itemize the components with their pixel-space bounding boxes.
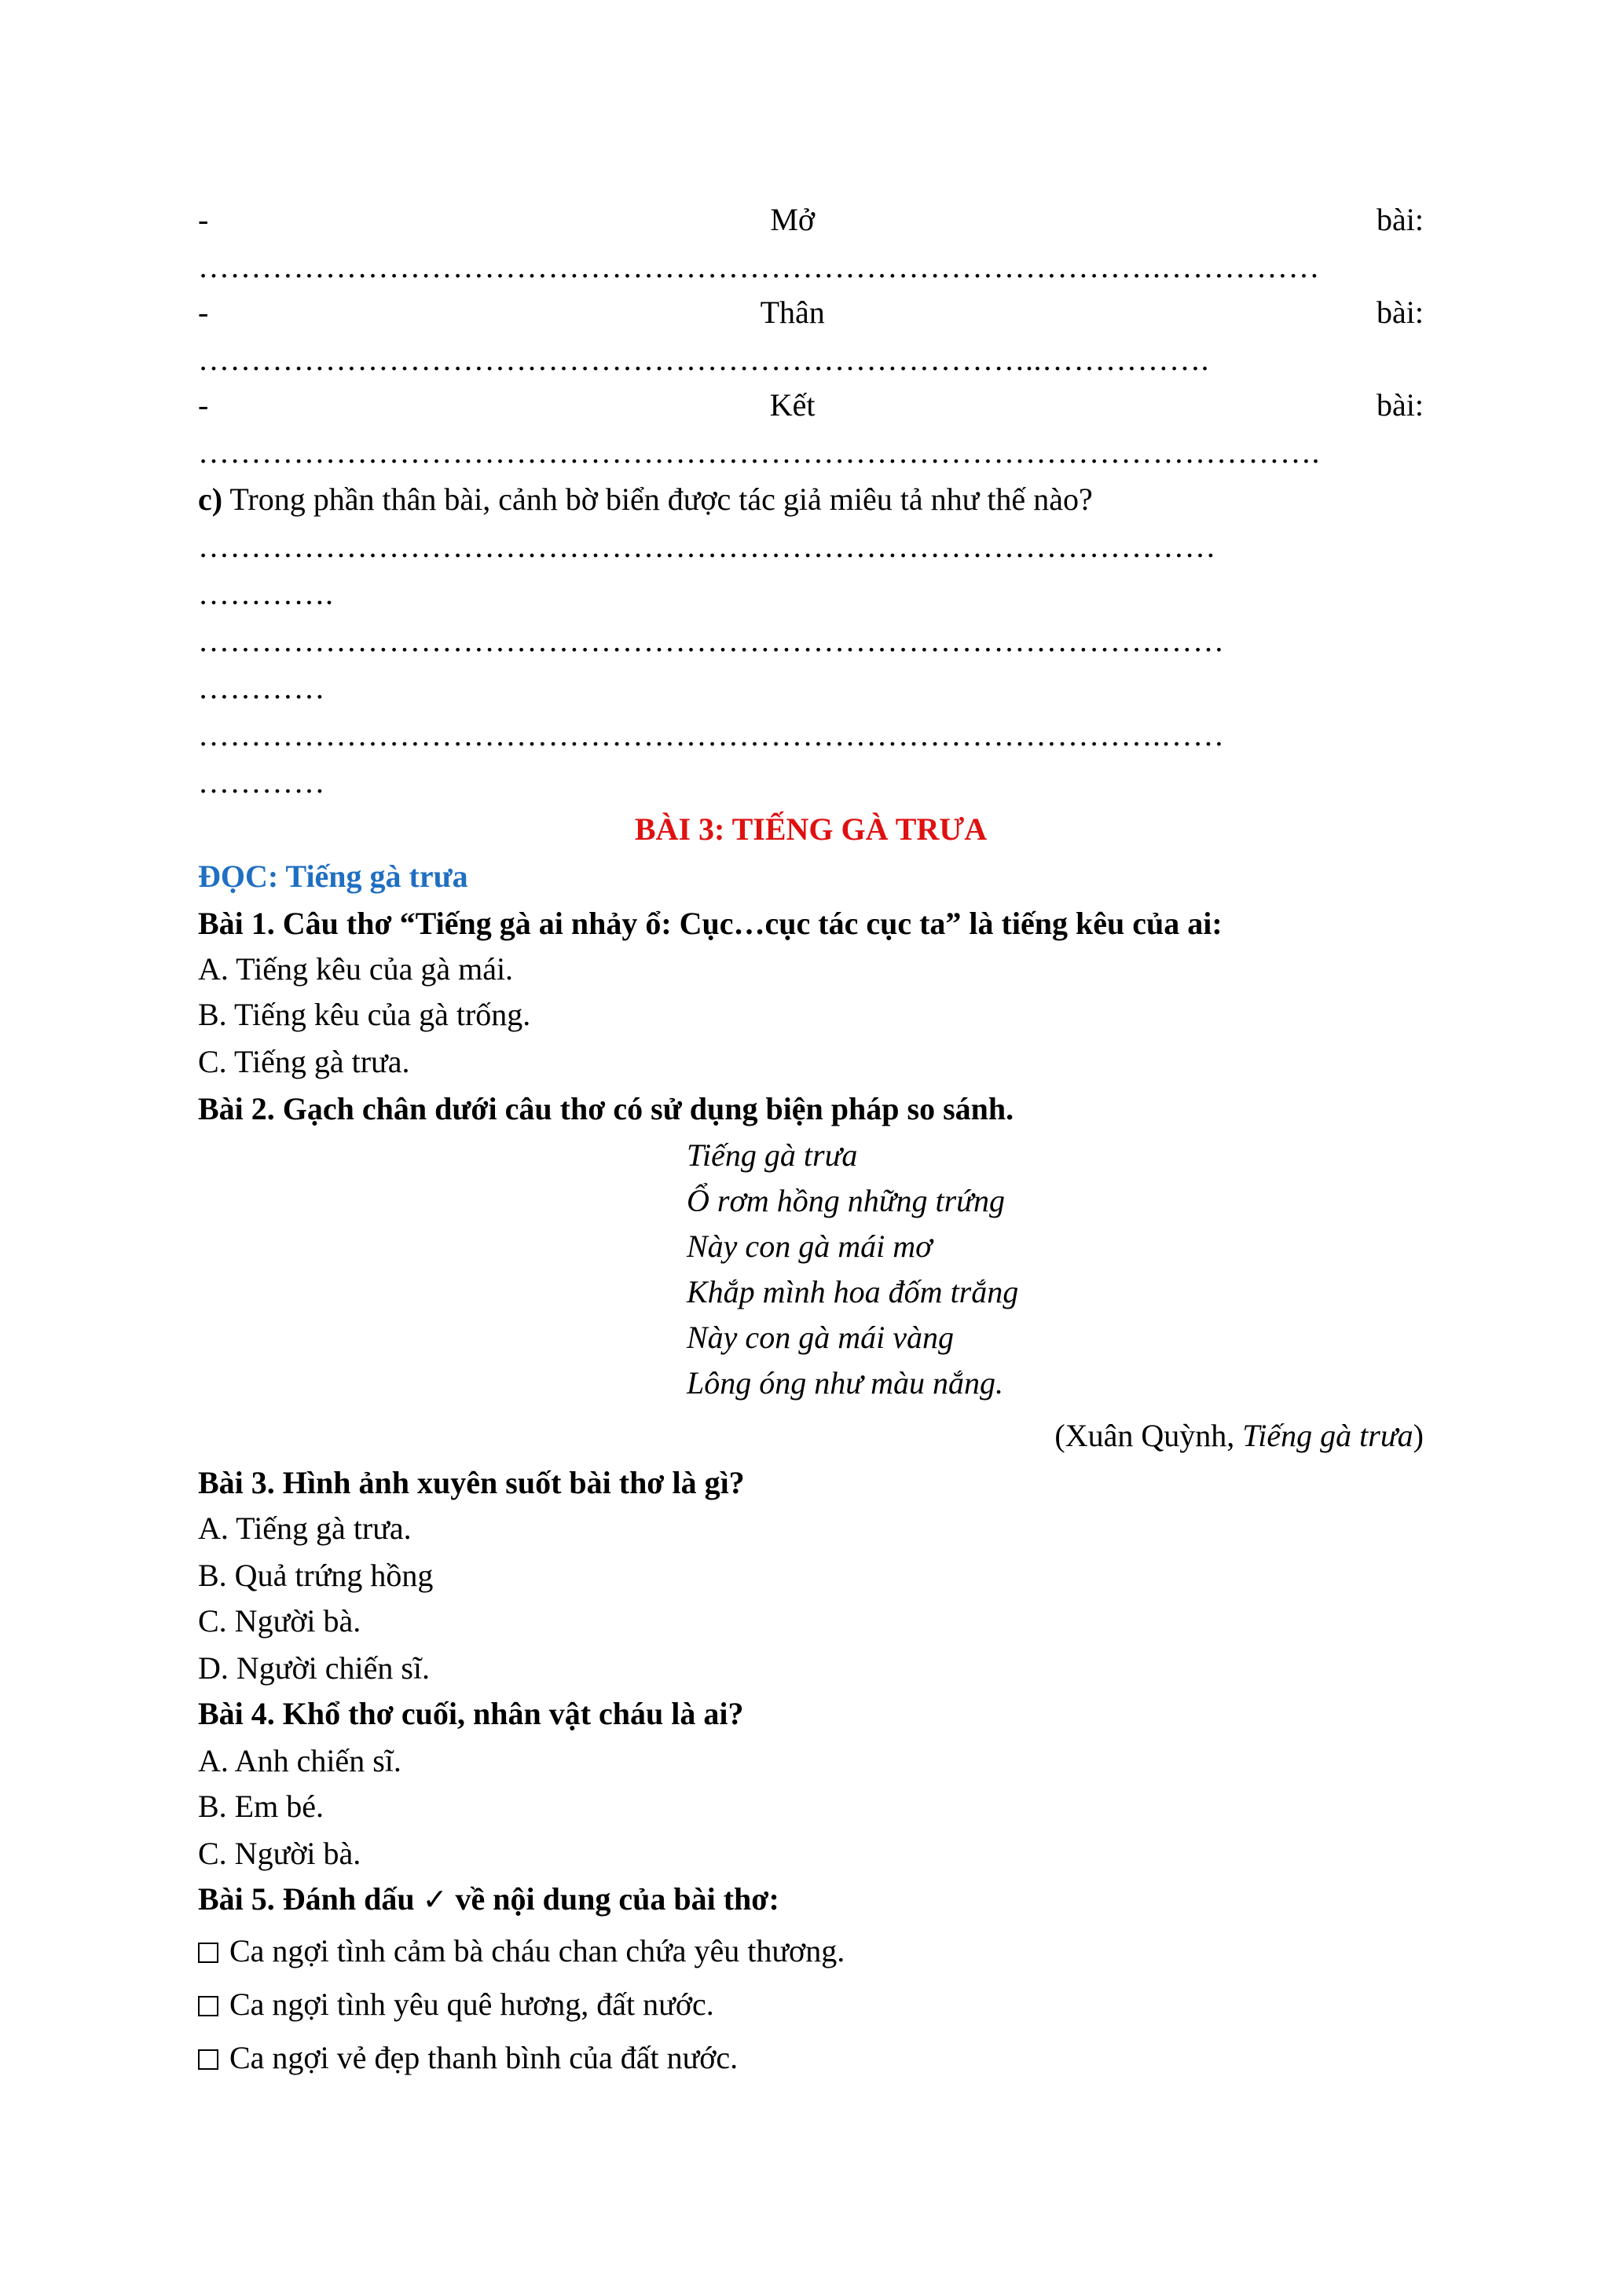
- q2-heading: Bài 2. Gạch chân dưới câu thơ có sử dụng biện pháp so sánh.: [198, 1091, 1014, 1126]
- answer-dots: ……………………………………………………………………………….……: [198, 717, 1225, 753]
- checkmark-icon: ✓: [422, 1882, 448, 1917]
- answer-dots: …………………………………………………………………………………………….: [198, 434, 1320, 470]
- q1-option-a: A. Tiếng kêu của gà mái.: [198, 951, 514, 987]
- q4-heading: Bài 4. Khổ thơ cuối, nhân vật cháu là ai?: [198, 1696, 744, 1731]
- q3-option-d: D. Người chiến sĩ.: [198, 1650, 431, 1686]
- poem: [687, 1133, 1018, 1406]
- credit-title: Tiếng gà trưa: [1242, 1418, 1413, 1453]
- answer-dots: …………: [198, 764, 325, 800]
- reading-title: ĐỌC: Tiếng gà trưa: [198, 859, 468, 894]
- credit-author: (Xuân Quỳnh,: [1054, 1418, 1243, 1453]
- poem-line: Lông óng như màu nắng.: [687, 1365, 1003, 1401]
- q4-option-b: B. Em bé.: [198, 1789, 324, 1824]
- bai-label: bài:: [1377, 295, 1424, 330]
- q5-heading-start: Bài 5. Đánh dấu: [198, 1881, 423, 1917]
- checkbox[interactable]: [198, 1943, 218, 1963]
- q5-option-text: Ca ngợi tình yêu quê hương, đất nước.: [229, 1987, 714, 2022]
- q5-option-2: [198, 1983, 1424, 2027]
- outline-mo-bai-row: [198, 198, 1424, 242]
- ket-label: Kết: [769, 387, 816, 423]
- answer-dots: ……………………………………………………………………..…………….: [198, 342, 1209, 377]
- q1-heading: Bài 1. Câu thơ “Tiếng gà ai nhảy ổ: Cục…cục tác cục ta” là tiếng kêu của ai:: [198, 906, 1223, 941]
- question-c-text: Trong phần thân bài, cảnh bờ biển được tác giả miêu tả như thế nào?: [222, 482, 1093, 517]
- poem-line: Khắp mình hoa đốm trắng: [687, 1274, 1019, 1309]
- bai-label: bài:: [1377, 387, 1424, 423]
- q5-option-1: [198, 1929, 1424, 1973]
- q5-heading-end: về nội dung của bài thơ:: [447, 1881, 779, 1917]
- mo-label: Mở: [770, 202, 816, 237]
- lesson-title: BÀI 3: TIẾNG GÀ TRƯA: [634, 811, 988, 847]
- poem-credit: [198, 1414, 1424, 1458]
- poem-line: Này con gà mái vàng: [687, 1320, 954, 1355]
- dash: -: [198, 387, 209, 423]
- bai-label: bài:: [1377, 202, 1424, 237]
- q3-option-b: B. Quả trứng hồng: [198, 1558, 434, 1593]
- than-label: Thân: [760, 295, 825, 330]
- q5-heading: [198, 1877, 1424, 1921]
- dash: -: [198, 295, 209, 330]
- answer-dots: ……………………………………………………………………………………: [198, 529, 1216, 564]
- q1-option-c: C. Tiếng gà trưa.: [198, 1044, 410, 1079]
- q4-option-c: C. Người bà.: [198, 1836, 361, 1871]
- q5-option-text: Ca ngợi tình cảm bà cháu chan chứa yêu thương.: [229, 1933, 845, 1968]
- q3-option-a: A. Tiếng gà trưa.: [198, 1511, 412, 1546]
- q3-option-c: C. Người bà.: [198, 1603, 361, 1639]
- outline-ket-bai-row: [198, 383, 1424, 427]
- q4-option-a: A. Anh chiến sĩ.: [198, 1743, 401, 1778]
- answer-dots: …………: [198, 670, 325, 705]
- poem-line: Này con gà mái mơ: [687, 1229, 933, 1264]
- q3-heading: Bài 3. Hình ảnh xuyên suốt bài thơ là gì?: [198, 1465, 745, 1500]
- checkbox[interactable]: [198, 1996, 218, 2016]
- q5-option-text: Ca ngợi vẻ đẹp thanh bình của đất nước.: [229, 2040, 739, 2075]
- answer-dots: ……………………………………………………………………………….……………: [198, 249, 1320, 284]
- q1-option-b: B. Tiếng kêu của gà trống.: [198, 997, 531, 1032]
- dash: -: [198, 202, 209, 237]
- checkbox[interactable]: [198, 2049, 218, 2070]
- question-c: [198, 478, 1424, 522]
- poem-line: Ổ rơm hồng những trứng: [687, 1183, 1005, 1218]
- question-c-label: c): [198, 482, 223, 517]
- poem-line: Tiếng gà trưa: [687, 1137, 858, 1173]
- outline-than-bai-row: [198, 291, 1424, 335]
- q5-option-3: [198, 2036, 1424, 2080]
- answer-dots: ………….: [198, 576, 334, 611]
- answer-dots: ……………………………………………………………………………….……: [198, 623, 1225, 658]
- credit-end: ): [1413, 1418, 1424, 1453]
